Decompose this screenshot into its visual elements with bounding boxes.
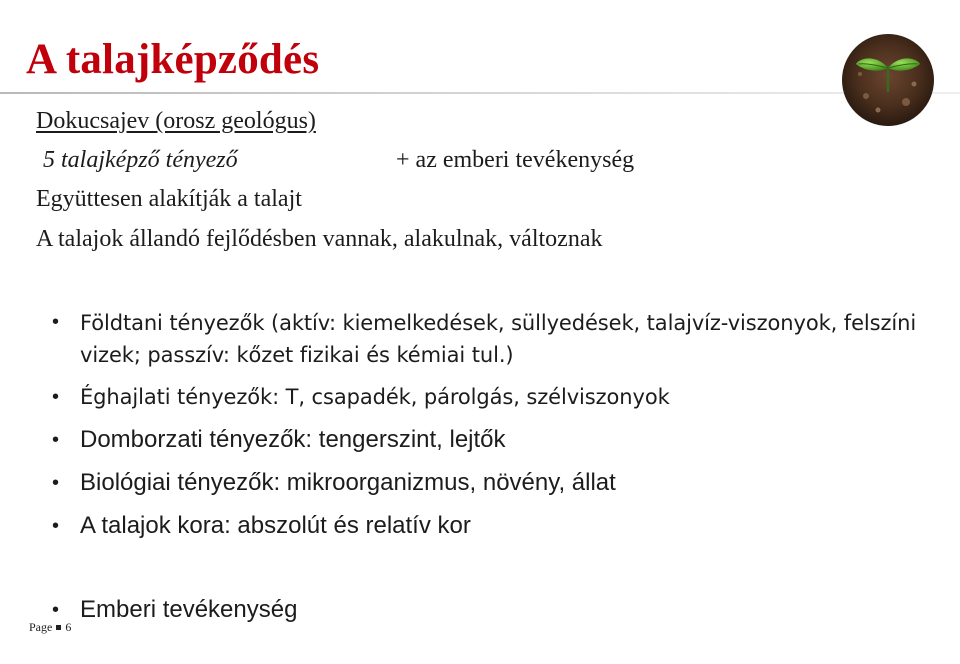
intro-line-together: Együttesen alakítják a talajt	[36, 186, 302, 212]
page-label: Page	[29, 620, 53, 634]
page-footer	[29, 620, 71, 635]
bullet-dot-icon: •	[52, 472, 60, 494]
separator-square-icon	[56, 625, 61, 630]
list-item-text: Földtani tényezők (aktív: kiemelkedések, süllyedések, talajvíz-viszonyok, felszíni vizek; passzív: kőzet fizikai és kémiai tul.)	[80, 311, 917, 367]
page-number: 6	[65, 620, 72, 634]
bullet-dot-icon: •	[52, 386, 60, 408]
list-item-text: Éghajlati tényezők: T, csapadék, párolgás, szélviszonyok	[80, 385, 670, 409]
list-item-text: Domborzati tényezők: tengerszint, lejtők	[80, 426, 506, 453]
seedling-in-soil-icon	[836, 26, 940, 130]
list-item-text: A talajok kora: abszolút és relatív kor	[80, 512, 471, 539]
bullet-dot-icon: •	[52, 599, 60, 621]
intro-line-factors: 5 talajképző tényező	[43, 147, 238, 173]
intro-line-human-activity: + az emberi tevékenység	[396, 147, 635, 173]
slide-title: A talajképződés	[26, 36, 320, 83]
intro-line-development: A talajok állandó fejlődésben vannak, alakulnak, változnak	[36, 226, 603, 252]
list-item-text: Biológiai tényezők: mikroorganizmus, növény, állat	[80, 469, 616, 496]
bullet-dot-icon: •	[52, 429, 60, 451]
header-divider	[0, 92, 960, 94]
bullet-dot-icon: •	[52, 515, 60, 537]
bullet-dot-icon: •	[52, 311, 60, 333]
intro-line-dokucsajev: Dokucsajev (orosz geológus)	[36, 108, 316, 134]
list-item-text: Emberi tevékenység	[80, 596, 298, 623]
